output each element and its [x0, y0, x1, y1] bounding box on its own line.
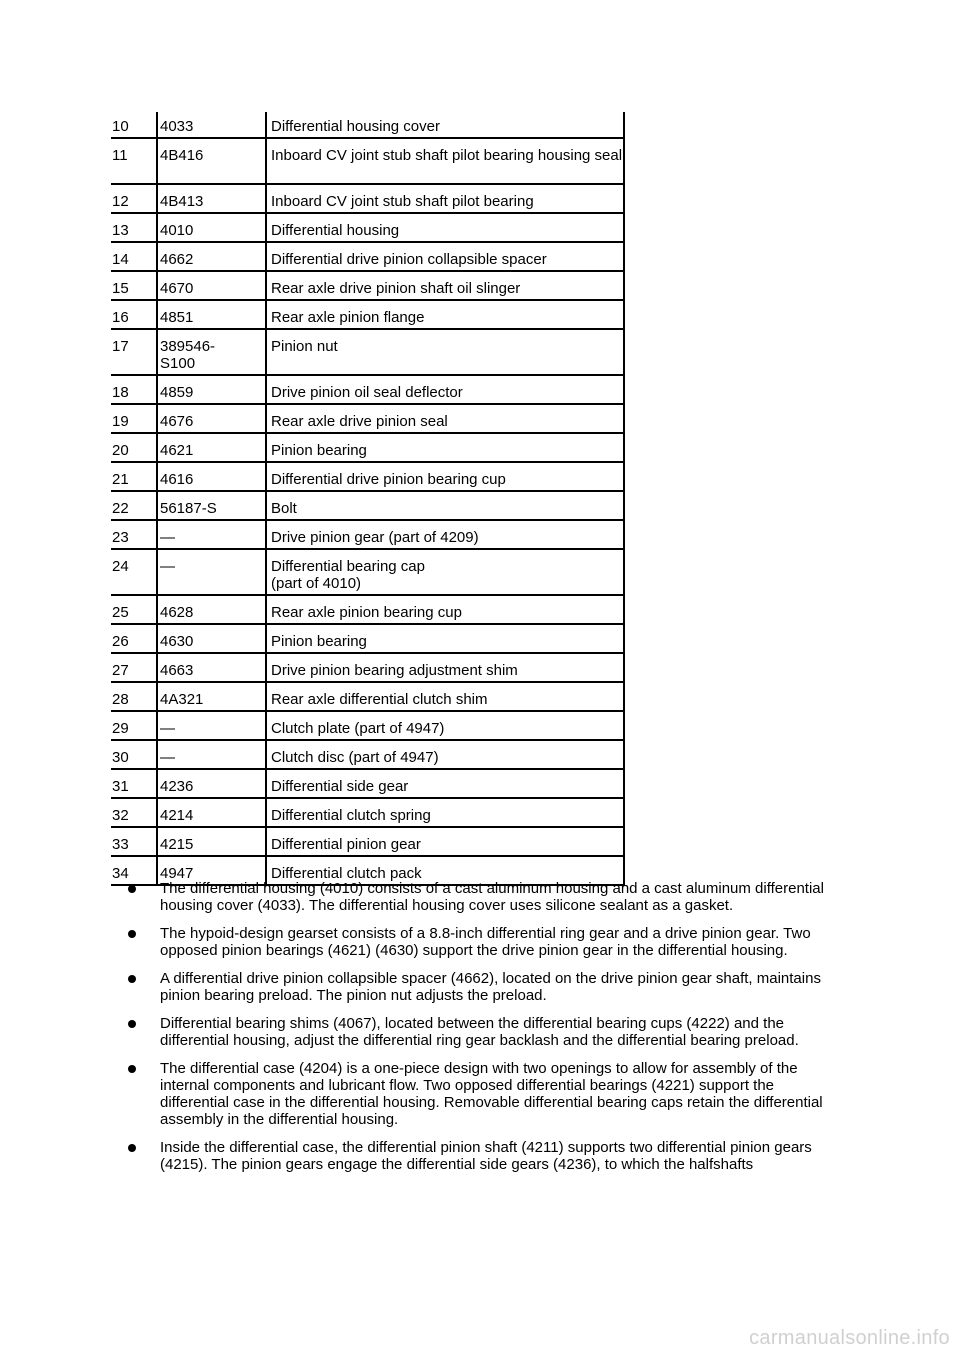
bullet-text: The hypoid-design gearset consists of a 8.8-inch differential ring gear and a drive pinion gear. Two opposed pinion bearings (4621) (4630) support the drive pinion gear in the differential housing. — [160, 925, 811, 959]
table-row — [111, 549, 624, 595]
item-number-cell: 15 — [111, 271, 157, 300]
item-number-cell: 24 — [111, 549, 157, 595]
table-row — [111, 242, 624, 271]
part-number-cell: 4670 — [157, 271, 266, 300]
bullet-dot-icon — [128, 975, 136, 983]
parts-table-body — [111, 112, 624, 885]
item-number-cell: 32 — [111, 798, 157, 827]
description-cell: Differential bearing cap (part of 4010) — [266, 549, 624, 595]
part-number-cell: 389546- S100 — [157, 329, 266, 375]
item-number-cell: 22 — [111, 491, 157, 520]
table-row — [111, 138, 624, 184]
item-number-cell: 29 — [111, 711, 157, 740]
bullet-text: The differential housing (4010) consists of a cast aluminum housing and a cast aluminum differential housing cover (4033). The differential housing cover uses silicone sealant as a gasket. — [160, 880, 824, 914]
description-cell: Rear axle pinion flange — [266, 300, 624, 329]
description-cell: Rear axle pinion bearing cup — [266, 595, 624, 624]
part-number-cell: — — [157, 549, 266, 595]
table-row — [111, 740, 624, 769]
part-number-cell: 4630 — [157, 624, 266, 653]
description-cell: Inboard CV joint stub shaft pilot bearing housing seal — [266, 138, 624, 184]
description-cell: Pinion bearing — [266, 433, 624, 462]
table-row — [111, 433, 624, 462]
part-number-cell: 4B413 — [157, 184, 266, 213]
table-row — [111, 404, 624, 433]
bullet-dot-icon — [128, 1065, 136, 1073]
table-row — [111, 682, 624, 711]
description-cell: Drive pinion gear (part of 4209) — [266, 520, 624, 549]
table-row — [111, 462, 624, 491]
description-cell: Differential pinion gear — [266, 827, 624, 856]
bullet-dot-icon — [128, 1144, 136, 1152]
part-number-cell: 4947 — [157, 856, 266, 885]
bullet-item — [126, 925, 846, 959]
bullet-item — [126, 970, 846, 1004]
table-row — [111, 798, 624, 827]
watermark: carmanualsonline.info — [749, 1327, 950, 1349]
item-number-cell: 28 — [111, 682, 157, 711]
bullet-item — [126, 1015, 846, 1049]
item-number-cell: 27 — [111, 653, 157, 682]
description-cell: Differential side gear — [266, 769, 624, 798]
part-number-cell: 4236 — [157, 769, 266, 798]
table-row — [111, 491, 624, 520]
part-number-cell: 4662 — [157, 242, 266, 271]
part-number-cell: 56187-S — [157, 491, 266, 520]
item-number-cell: 31 — [111, 769, 157, 798]
description-cell: Differential clutch pack — [266, 856, 624, 885]
description-cell: Differential clutch spring — [266, 798, 624, 827]
description-cell: Differential housing cover — [266, 112, 624, 138]
part-number-cell: 4033 — [157, 112, 266, 138]
bullet-item — [126, 1060, 846, 1128]
bullet-item — [126, 1139, 846, 1173]
bullet-text: Inside the differential case, the differential pinion shaft (4211) supports two differential pinion gears (4215). The pinion gears engage the differential side gears (4236), to which the halfshafts — [160, 1139, 812, 1173]
table-row — [111, 769, 624, 798]
item-number-cell: 10 — [111, 112, 157, 138]
description-bullet-list — [126, 880, 846, 1184]
part-number-cell: 4663 — [157, 653, 266, 682]
table-row — [111, 329, 624, 375]
table-row — [111, 653, 624, 682]
item-number-cell: 30 — [111, 740, 157, 769]
item-number-cell: 23 — [111, 520, 157, 549]
description-cell: Rear axle drive pinion seal — [266, 404, 624, 433]
table-row — [111, 595, 624, 624]
bullet-dot-icon — [128, 1020, 136, 1028]
part-number-cell: — — [157, 520, 266, 549]
table-row — [111, 213, 624, 242]
description-cell: Pinion nut — [266, 329, 624, 375]
table-row — [111, 711, 624, 740]
description-cell: Bolt — [266, 491, 624, 520]
bullet-text: Differential bearing shims (4067), located between the differential bearing cups (4222) and the differential housing, adjust the differential ring gear backlash and the differential bearing preload. — [160, 1015, 799, 1049]
description-cell: Rear axle drive pinion shaft oil slinger — [266, 271, 624, 300]
item-number-cell: 19 — [111, 404, 157, 433]
item-number-cell: 17 — [111, 329, 157, 375]
part-number-cell: — — [157, 711, 266, 740]
table-row — [111, 112, 624, 138]
bullet-text: The differential case (4204) is a one-piece design with two openings to allow for assembly of the internal components and lubricant flow. Two opposed differential bearings (4221) support the differential case in the differential housing. Removable differential bearing caps retain the differential assembly in the differential housing. — [160, 1060, 823, 1128]
item-number-cell: 33 — [111, 827, 157, 856]
bullet-dot-icon — [128, 885, 136, 893]
part-number-cell: 4851 — [157, 300, 266, 329]
table-row — [111, 271, 624, 300]
item-number-cell: 26 — [111, 624, 157, 653]
part-number-cell: 4628 — [157, 595, 266, 624]
description-cell: Differential housing — [266, 213, 624, 242]
table-row — [111, 300, 624, 329]
item-number-cell: 16 — [111, 300, 157, 329]
description-cell: Inboard CV joint stub shaft pilot bearing — [266, 184, 624, 213]
part-number-cell: 4B416 — [157, 138, 266, 184]
item-number-cell: 34 — [111, 856, 157, 885]
part-number-cell: 4859 — [157, 375, 266, 404]
table-row — [111, 827, 624, 856]
item-number-cell: 20 — [111, 433, 157, 462]
part-number-cell: 4616 — [157, 462, 266, 491]
part-number-cell: 4676 — [157, 404, 266, 433]
bullet-dot-icon — [128, 930, 136, 938]
description-cell: Drive pinion oil seal deflector — [266, 375, 624, 404]
part-number-cell: — — [157, 740, 266, 769]
part-number-cell: 4214 — [157, 798, 266, 827]
parts-table — [111, 112, 625, 886]
item-number-cell: 21 — [111, 462, 157, 491]
description-cell: Pinion bearing — [266, 624, 624, 653]
item-number-cell: 18 — [111, 375, 157, 404]
part-number-cell: 4621 — [157, 433, 266, 462]
description-cell: Drive pinion bearing adjustment shim — [266, 653, 624, 682]
item-number-cell: 13 — [111, 213, 157, 242]
item-number-cell: 25 — [111, 595, 157, 624]
bullet-text: A differential drive pinion collapsible spacer (4662), located on the drive pinion gear shaft, maintains pinion bearing preload. The pinion nut adjusts the preload. — [160, 970, 821, 1004]
item-number-cell: 12 — [111, 184, 157, 213]
item-number-cell: 14 — [111, 242, 157, 271]
description-cell: Clutch disc (part of 4947) — [266, 740, 624, 769]
part-number-cell: 4A321 — [157, 682, 266, 711]
description-cell: Differential drive pinion collapsible spacer — [266, 242, 624, 271]
bullet-item — [126, 880, 846, 914]
part-number-cell: 4215 — [157, 827, 266, 856]
table-row — [111, 375, 624, 404]
description-cell: Clutch plate (part of 4947) — [266, 711, 624, 740]
description-cell: Rear axle differential clutch shim — [266, 682, 624, 711]
description-cell: Differential drive pinion bearing cup — [266, 462, 624, 491]
table-row — [111, 624, 624, 653]
part-number-cell: 4010 — [157, 213, 266, 242]
table-row — [111, 184, 624, 213]
item-number-cell: 11 — [111, 138, 157, 184]
table-row — [111, 520, 624, 549]
